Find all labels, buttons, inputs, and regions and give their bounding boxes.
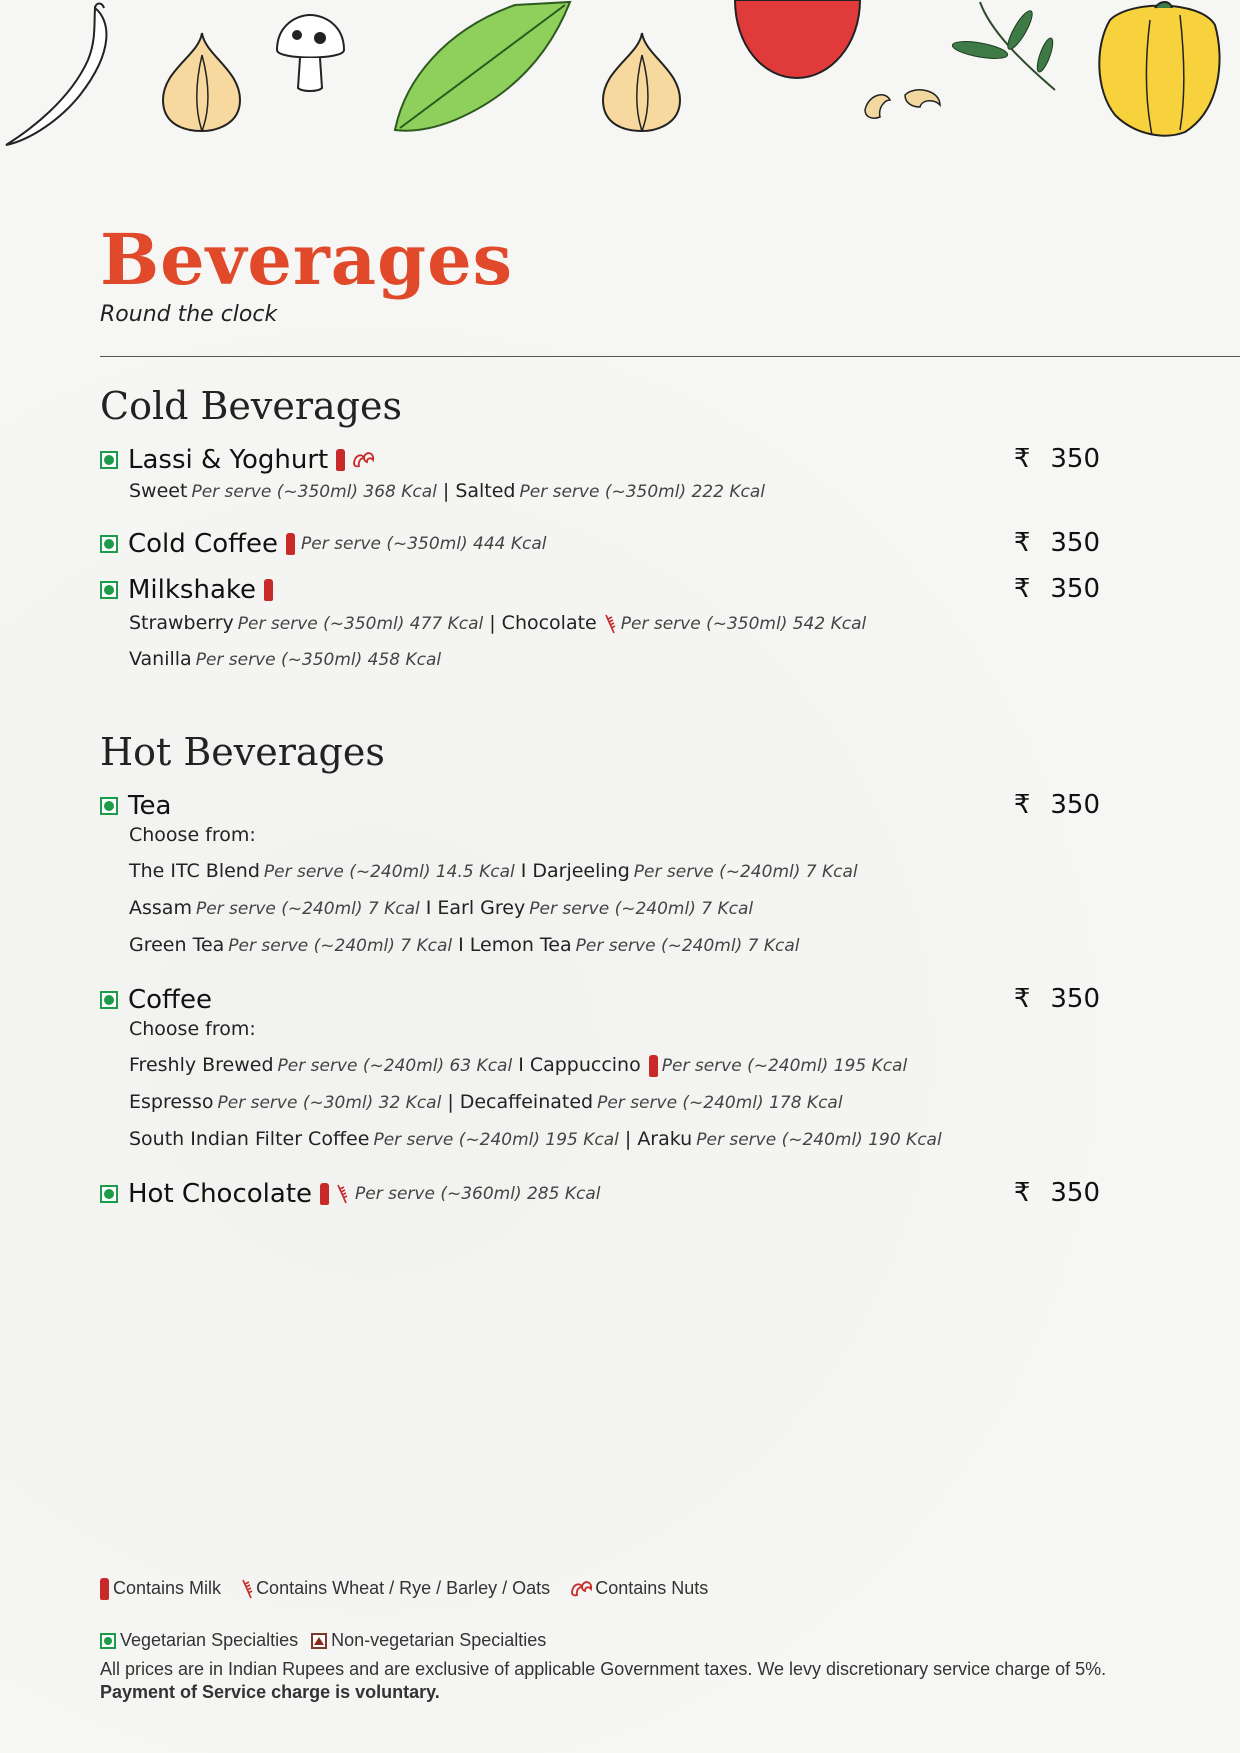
menu-item-milkshake bbox=[100, 574, 1100, 670]
item-variants: Freshly Brewed Per serve (~240ml) 63 Kcal I Cappuccino Per serve (~240ml) 195 Kcal bbox=[129, 1054, 908, 1076]
bell-pepper-icon bbox=[1090, 0, 1225, 140]
menu-item-cold-coffee bbox=[100, 528, 1100, 560]
garlic-icon bbox=[155, 25, 250, 135]
nuts-icon bbox=[569, 1578, 593, 1600]
item-name: Tea bbox=[128, 791, 172, 821]
wheat-icon bbox=[603, 613, 617, 635]
service-charge-note: Payment of Service charge is voluntary. bbox=[100, 1682, 440, 1702]
item-price: ₹ 350 bbox=[1013, 790, 1100, 820]
mushroom-icon bbox=[272, 10, 347, 95]
item-variants: Vanilla Per serve (~350ml) 458 Kcal bbox=[129, 648, 442, 670]
item-variants: The ITC Blend Per serve (~240ml) 14.5 Kcal I Darjeeling Per serve (~240ml) 7 Kcal bbox=[129, 860, 858, 882]
item-variants: South Indian Filter Coffee Per serve (~240ml) 195 Kcal | Araku Per serve (~240ml) 190 Kcal bbox=[129, 1128, 942, 1150]
veg-mark-icon bbox=[100, 991, 118, 1009]
item-price: ₹ 350 bbox=[1013, 574, 1100, 604]
choose-from-label: Choose from: bbox=[129, 1018, 256, 1040]
item-variants: Green Tea Per serve (~240ml) 7 Kcal I Lemon Tea Per serve (~240ml) 7 Kcal bbox=[129, 934, 800, 956]
tomato-icon bbox=[730, 0, 865, 80]
page-subtitle: Round the clock bbox=[100, 302, 278, 327]
item-name: Cold Coffee bbox=[128, 529, 279, 559]
header-divider bbox=[100, 356, 1240, 357]
item-serve: Per serve (~350ml) 444 Kcal bbox=[301, 534, 547, 554]
item-name: Milkshake bbox=[128, 575, 257, 605]
milk-icon bbox=[336, 449, 345, 471]
section-heading-hot: Hot Beverages bbox=[100, 730, 385, 774]
veg-mark-icon bbox=[100, 1633, 116, 1649]
item-variants: Strawberry Per serve (~350ml) 477 Kcal | Chocolate Per serve (~350ml) 542 Kcal bbox=[129, 612, 867, 634]
nonveg-mark-icon bbox=[311, 1633, 327, 1649]
milk-icon bbox=[264, 579, 273, 601]
cashew-icon bbox=[860, 85, 945, 125]
menu-item-tea bbox=[100, 790, 1100, 956]
wheat-icon bbox=[240, 1578, 254, 1600]
milk-icon bbox=[649, 1055, 658, 1077]
item-variants: Sweet Per serve (~350ml) 368 Kcal | Salted Per serve (~350ml) 222 Kcal bbox=[129, 480, 765, 502]
veg-mark-icon bbox=[100, 581, 118, 599]
wheat-icon bbox=[335, 1183, 349, 1205]
menu-item-hot-chocolate bbox=[100, 1178, 1100, 1210]
tax-note: All prices are in Indian Rupees and are exclusive of applicable Government taxes. We levy discretionary service charge of 5%. bbox=[100, 1659, 1107, 1679]
milk-icon bbox=[286, 533, 295, 555]
item-price: ₹ 350 bbox=[1013, 444, 1100, 474]
milk-icon bbox=[320, 1183, 329, 1205]
choose-from-label: Choose from: bbox=[129, 824, 256, 846]
nuts-icon bbox=[351, 449, 375, 471]
allergen-legend: Contains Milk Contains Wheat / Rye / Barley / Oats Contains Nuts bbox=[100, 1578, 708, 1600]
section-heading-cold: Cold Beverages bbox=[100, 384, 403, 428]
page-title: Beverages bbox=[100, 218, 514, 301]
veg-mark-icon bbox=[100, 451, 118, 469]
garlic-icon bbox=[595, 25, 690, 135]
veg-mark-icon bbox=[100, 535, 118, 553]
item-variants: Assam Per serve (~240ml) 7 Kcal I Earl Grey Per serve (~240ml) 7 Kcal bbox=[129, 897, 754, 919]
item-name: Coffee bbox=[128, 985, 212, 1015]
item-name: Lassi & Yoghurt bbox=[128, 445, 329, 475]
item-price: ₹ 350 bbox=[1013, 528, 1100, 558]
menu-item-lassi bbox=[100, 444, 1100, 502]
item-price: ₹ 350 bbox=[1013, 1178, 1100, 1208]
diet-legend: Vegetarian Specialties Non-vegetarian Specialties bbox=[100, 1630, 546, 1651]
chili-icon bbox=[0, 0, 125, 150]
item-name: Hot Chocolate bbox=[128, 1179, 313, 1209]
item-variants: Espresso Per serve (~30ml) 32 Kcal | Decaffeinated Per serve (~240ml) 178 Kcal bbox=[129, 1091, 843, 1113]
herb-sprig-icon bbox=[950, 0, 1065, 95]
menu-item-coffee bbox=[100, 984, 1100, 1150]
lettuce-leaf-icon bbox=[385, 0, 575, 135]
veg-mark-icon bbox=[100, 797, 118, 815]
veg-mark-icon bbox=[100, 1185, 118, 1203]
item-price: ₹ 350 bbox=[1013, 984, 1100, 1014]
item-serve: Per serve (~360ml) 285 Kcal bbox=[355, 1184, 601, 1204]
milk-icon bbox=[100, 1578, 109, 1600]
